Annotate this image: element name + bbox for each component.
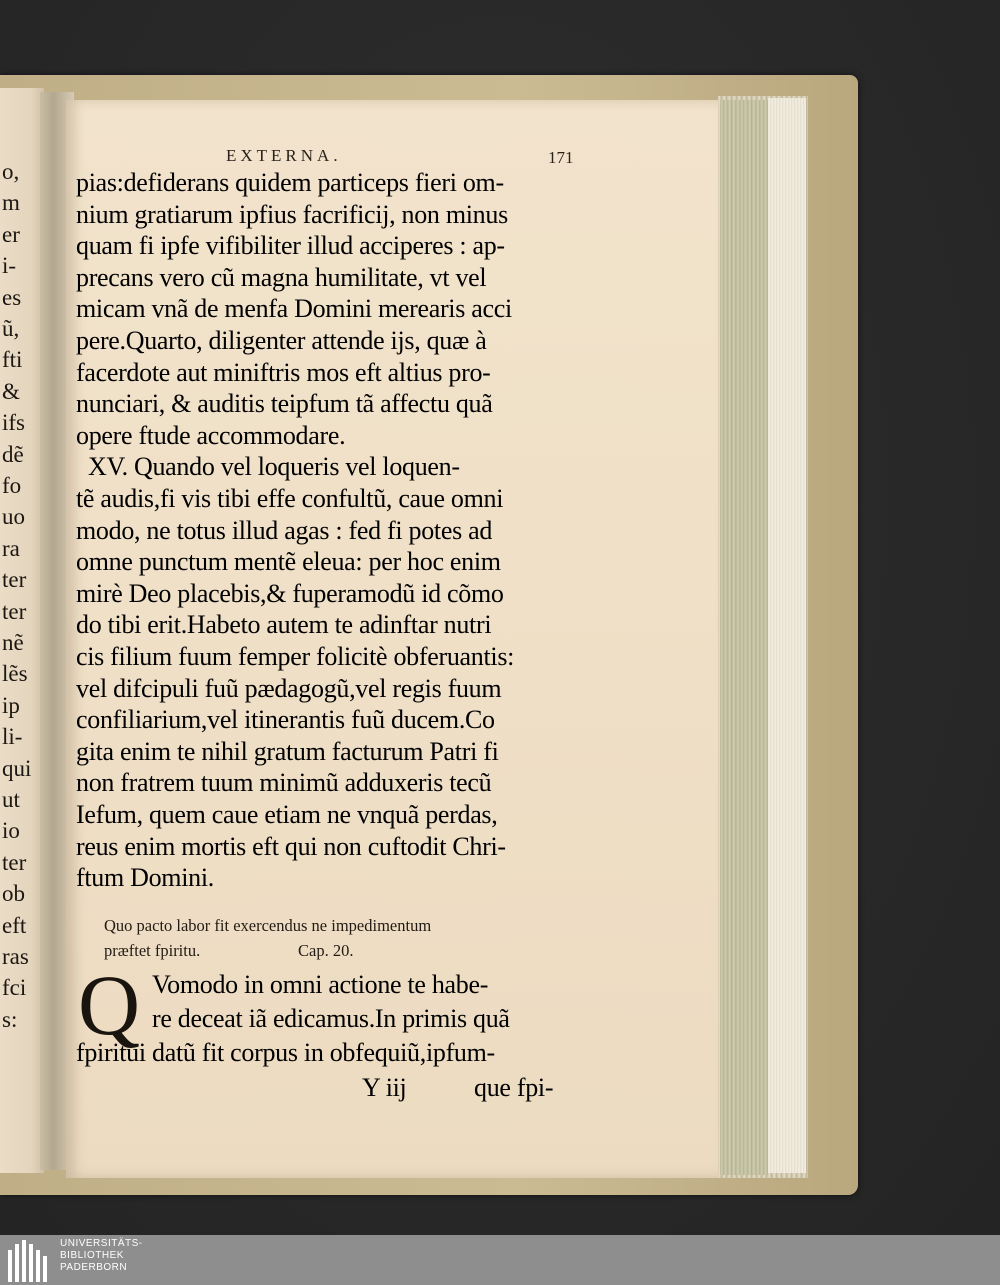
left-page-fragment: m: [2, 190, 20, 216]
left-page-fragment: i-: [2, 253, 17, 279]
chapter-heading-line2: præftet fpiritu.: [104, 941, 201, 960]
body-line: pias:defiderans quidem particeps fieri om-: [76, 168, 504, 197]
chapter-line: Vomodo in omni actione te habe-: [152, 970, 489, 999]
body-line: ftum Domini.: [76, 863, 214, 893]
left-page-fragment: qui: [2, 755, 32, 781]
page-edges-outer: [768, 98, 806, 1173]
body-line: quam fi ipfe vifibiliter illud acciperes : ap-: [76, 231, 505, 261]
page-number: 171: [548, 148, 574, 167]
left-page-fragment: ũ,: [2, 316, 20, 341]
left-page-fragment: ob: [2, 881, 25, 907]
body-line: pere.Quarto, diligenter attende ijs, quæ à: [76, 326, 487, 355]
body-line: reus enim mortis eft qui non cuftodit Chri-: [76, 831, 506, 861]
body-line: omne punctum mentẽ eleua: per hoc enim: [76, 547, 501, 577]
body-line: non fratrem tuum minimũ adduxeris tecũ: [76, 768, 492, 798]
body-line: modo, ne totus illud agas : fed fi potes ad: [76, 515, 493, 545]
body-line: cis filium fuum femper folicitè obferuantis:: [76, 642, 515, 671]
body-line: do tibi erit.Habeto autem te adinftar nutri: [76, 610, 492, 640]
body-line: opere ftude accommodare.: [76, 420, 346, 450]
library-logo-icon: [8, 1240, 52, 1282]
body-line: nium gratiarum ipfius facrificij, non minus: [76, 199, 508, 229]
left-page-fragment: ra: [2, 535, 20, 561]
left-page-fragment: s:: [2, 1006, 18, 1032]
chapter-heading-line1: Quo pacto labor fit exercendus ne impedimentum: [104, 916, 432, 935]
body-line: facerdote aut miniftris mos eft altius pro-: [76, 357, 491, 387]
logo-text-line1: UNIVERSITÄTS-: [60, 1238, 143, 1249]
left-page-fragment: ter: [2, 598, 27, 624]
chapter-line: re deceat iã edicamus.In primis quã: [152, 1004, 510, 1033]
left-page-fragment: ip: [2, 692, 20, 718]
body-line: precans vero cũ magna humilitate, vt vel: [76, 262, 487, 292]
left-page-fragment: lẽs: [2, 661, 28, 687]
page-edges-inner: [720, 100, 768, 1175]
left-page-fragment: er: [2, 221, 20, 247]
left-page-fragment: es: [2, 284, 22, 310]
left-page-fragment: io: [2, 818, 20, 844]
left-page-fragment: o,: [2, 159, 20, 184]
body-line: confiliarium,vel itinerantis fuũ ducem.Co: [76, 705, 495, 735]
left-page-fragment: li-: [2, 724, 23, 750]
left-page-fragment: fci: [2, 975, 27, 1001]
running-head: EXTERNA.: [226, 146, 342, 165]
chapter-line: fpiritui datũ fit corpus in obfequiũ,ipfum-: [76, 1038, 495, 1067]
left-page-fragment: nẽ: [2, 630, 24, 655]
catchword: que fpi-: [474, 1073, 554, 1102]
logo-text-line3: PADERBORN: [60, 1262, 128, 1273]
left-page-fragment: uo: [2, 504, 25, 530]
body-line: gita enim te nihil gratum facturum Patri fi: [76, 736, 499, 766]
signature-mark: Y iij: [362, 1073, 407, 1102]
footer-bar: [0, 1235, 1000, 1285]
left-page-fragment: dẽ: [2, 441, 24, 467]
left-page-fragment: ut: [2, 787, 20, 812]
body-line: tẽ audis,fi vis tibi effe confultũ, caue omni: [76, 484, 504, 513]
body-line: XV. Quando vel loqueris vel loquen-: [88, 452, 460, 482]
left-page-fragment: ras: [2, 944, 29, 969]
body-line: nunciari, & auditis teipfum tã affectu quã: [76, 389, 493, 419]
body-line: micam vnã de menfa Domini merearis acci: [76, 294, 512, 324]
left-page-fragment: ter: [2, 849, 27, 875]
left-facing-page: [0, 88, 44, 1173]
body-line: vel difcipuli fuũ pædagogũ,vel regis fuum: [76, 673, 502, 703]
left-page-fragment: &: [2, 378, 20, 404]
left-page-fragment: fti: [2, 347, 23, 373]
left-page-fragment: eft: [2, 912, 27, 938]
chapter-label: Cap. 20.: [298, 941, 354, 960]
body-line: Iefum, quem caue etiam ne vnquã perdas,: [76, 800, 498, 829]
left-page-fragment: ifs: [2, 410, 25, 436]
drop-cap: Q: [78, 957, 141, 1053]
left-page-fragment: ter: [2, 567, 27, 593]
logo-text-line2: BIBLIOTHEK: [60, 1250, 124, 1261]
body-line: mirè Deo placebis,& fuperamodũ id cõmo: [76, 578, 504, 608]
left-page-fragment: fo: [2, 473, 22, 498]
